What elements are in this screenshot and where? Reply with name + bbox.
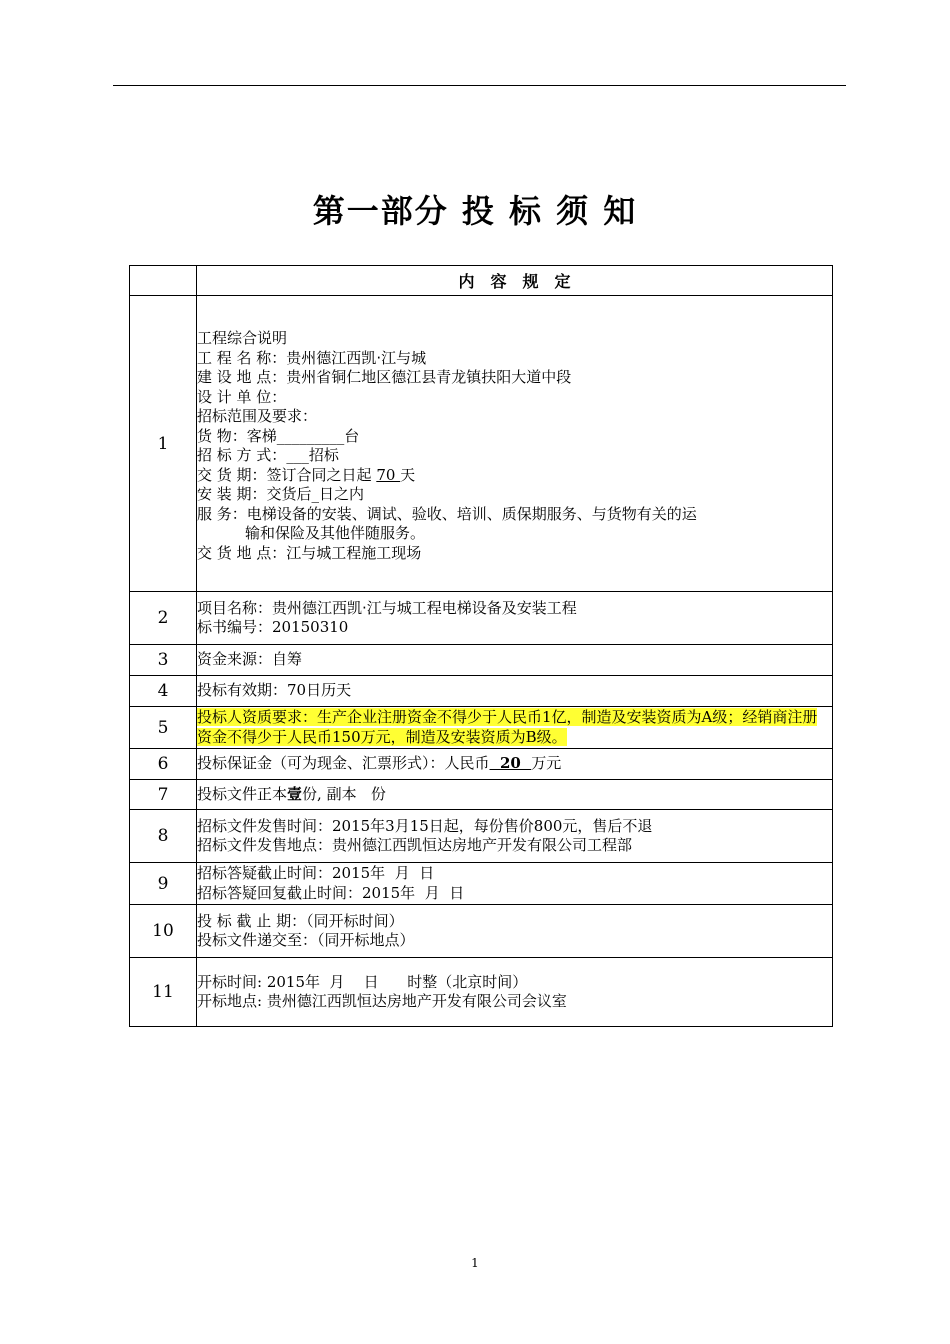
row-number: 10 bbox=[130, 905, 197, 958]
table-row bbox=[130, 749, 833, 780]
header-content-cell: 内 容 规 定 bbox=[197, 266, 833, 296]
install-period-line bbox=[197, 485, 832, 505]
copies-suffix: 份, 副本 份 bbox=[302, 784, 386, 803]
table-row bbox=[130, 780, 833, 810]
page-title: 第一部分 投 标 须 知 bbox=[312, 192, 638, 230]
bid-bond-label: 投标保证金（可为现金、汇票形式）：人民币 bbox=[197, 754, 490, 773]
goods-label: 货 物：客梯 bbox=[197, 426, 277, 445]
qa-deadline-line: 招标答疑截止时间：2015年 月 日 bbox=[197, 864, 435, 882]
table-row bbox=[130, 810, 833, 863]
row-number: 5 bbox=[130, 707, 197, 749]
row-number: 11 bbox=[130, 958, 197, 1027]
project-name-suffix: ·江与城 bbox=[376, 348, 427, 367]
row-number: 9 bbox=[130, 863, 197, 905]
goods-unit: 台 bbox=[344, 426, 360, 445]
copies-label: 投标文件正本 bbox=[197, 784, 288, 803]
original-count: 壹 bbox=[287, 784, 303, 803]
bid-bond-unit: 万元 bbox=[531, 754, 562, 773]
goods-line bbox=[197, 427, 832, 447]
funding-source-cell: 资金来源：自筹 bbox=[197, 645, 833, 676]
row-number: 3 bbox=[130, 645, 197, 676]
table-header-row bbox=[130, 266, 833, 296]
delivery-unit: 天 bbox=[400, 465, 416, 484]
sale-place-line: 招标文件发售地点：贵州德江西凯恒达房地产开发有限公司工程部 bbox=[197, 836, 633, 854]
install-period-label: 安 装 期：交货后 bbox=[197, 485, 312, 503]
table-row bbox=[130, 905, 833, 958]
delivery-place-line: 交 货 地 点：江与城工程施工现场 bbox=[197, 543, 422, 562]
copies-cell bbox=[197, 780, 833, 810]
delivery-period-line bbox=[197, 466, 832, 486]
opening-cell bbox=[197, 958, 833, 1027]
opening-place-line: 开标地点: 贵州德江西凯恒达房地产开发有限公司会议室 bbox=[197, 992, 567, 1010]
bid-method-suffix: 招标 bbox=[308, 446, 339, 464]
project-name-tail: 电梯设备及安装工程 bbox=[441, 598, 577, 617]
sale-info-cell bbox=[197, 810, 833, 863]
project-overview-cell bbox=[197, 296, 833, 592]
table-row bbox=[130, 296, 833, 592]
install-blank: _ bbox=[311, 485, 320, 503]
qualification-text: 投标人资质要求：生产企业注册资金不得少于人民币1亿，制造及安装资质为A级；经销商注册资金不得少于人民币150万元，制造及安装资质为B级。 bbox=[197, 708, 818, 746]
qualification-cell bbox=[197, 707, 833, 749]
row-number: 8 bbox=[130, 810, 197, 863]
bid-bond-amount: 20 bbox=[489, 754, 532, 773]
table-row bbox=[130, 863, 833, 905]
bid-method-line bbox=[197, 446, 832, 466]
project-info-cell bbox=[197, 592, 833, 645]
row-number: 7 bbox=[130, 780, 197, 810]
opening-time-line: 开标时间: 2015年 月 日 时整（北京时间） bbox=[197, 972, 528, 991]
delivery-period-label: 交 货 期：签订合同之日起 bbox=[197, 465, 377, 484]
bid-deadline-cell bbox=[197, 905, 833, 958]
qa-deadline-cell bbox=[197, 863, 833, 905]
table-row bbox=[130, 707, 833, 749]
header-blank-cell bbox=[130, 266, 197, 296]
bid-method-blank: ___ bbox=[286, 446, 309, 464]
table-row bbox=[130, 592, 833, 645]
submission-place-line: 投标文件递交至：（同开标地点） bbox=[197, 931, 415, 949]
tender-number-line: 标书编号：20150310 bbox=[197, 618, 349, 636]
qa-reply-line: 招标答疑回复截止时间：2015年 月 日 bbox=[197, 883, 465, 902]
row-number: 6 bbox=[130, 749, 197, 780]
project-name-line bbox=[197, 349, 832, 369]
project-name-label: 项目名称：贵州德江西凯 bbox=[197, 598, 363, 617]
header-rule bbox=[113, 85, 846, 86]
goods-blank: _________ bbox=[276, 426, 345, 445]
overview-heading: 工程综合说明 bbox=[197, 329, 288, 347]
row-number: 1 bbox=[130, 296, 197, 592]
bid-method-label: 招 标 方 式： bbox=[197, 446, 287, 464]
project-name-line bbox=[197, 599, 832, 619]
project-name-label: 工 程 名 称：贵州德江西凯 bbox=[197, 348, 377, 367]
sale-time-line: 招标文件发售时间：2015年3月15日起，每份售价800元，售后不退 bbox=[197, 816, 653, 835]
service-line: 服 务：电梯设备的安装、调试、验收、培训、质保期服务、与货物有关的运 bbox=[197, 504, 697, 523]
delivery-days: 70 bbox=[376, 465, 401, 484]
project-name-suffix: ·江与城工程 bbox=[362, 598, 442, 617]
row-number: 2 bbox=[130, 592, 197, 645]
bid-bond-cell bbox=[197, 749, 833, 780]
bid-deadline-line: 投 标 截 止 期：（同开标时间） bbox=[197, 911, 404, 930]
page-number: 1 bbox=[471, 1256, 479, 1270]
service-line-continued: 输和保险及其他伴随服务。 bbox=[245, 524, 426, 542]
validity-cell: 投标有效期：70日历天 bbox=[197, 676, 833, 707]
table-row bbox=[130, 645, 833, 676]
scope-line: 招标范围及要求： bbox=[197, 407, 318, 425]
install-suffix: 日之内 bbox=[319, 485, 365, 503]
designer-line: 设 计 单 位： bbox=[197, 387, 287, 406]
site-line: 建 设 地 点：贵州省铜仁地区德江县青龙镇扶阳大道中段 bbox=[197, 368, 572, 386]
row-number: 4 bbox=[130, 676, 197, 707]
requirements-table bbox=[129, 265, 833, 1027]
table-row bbox=[130, 676, 833, 707]
table-row bbox=[130, 958, 833, 1027]
